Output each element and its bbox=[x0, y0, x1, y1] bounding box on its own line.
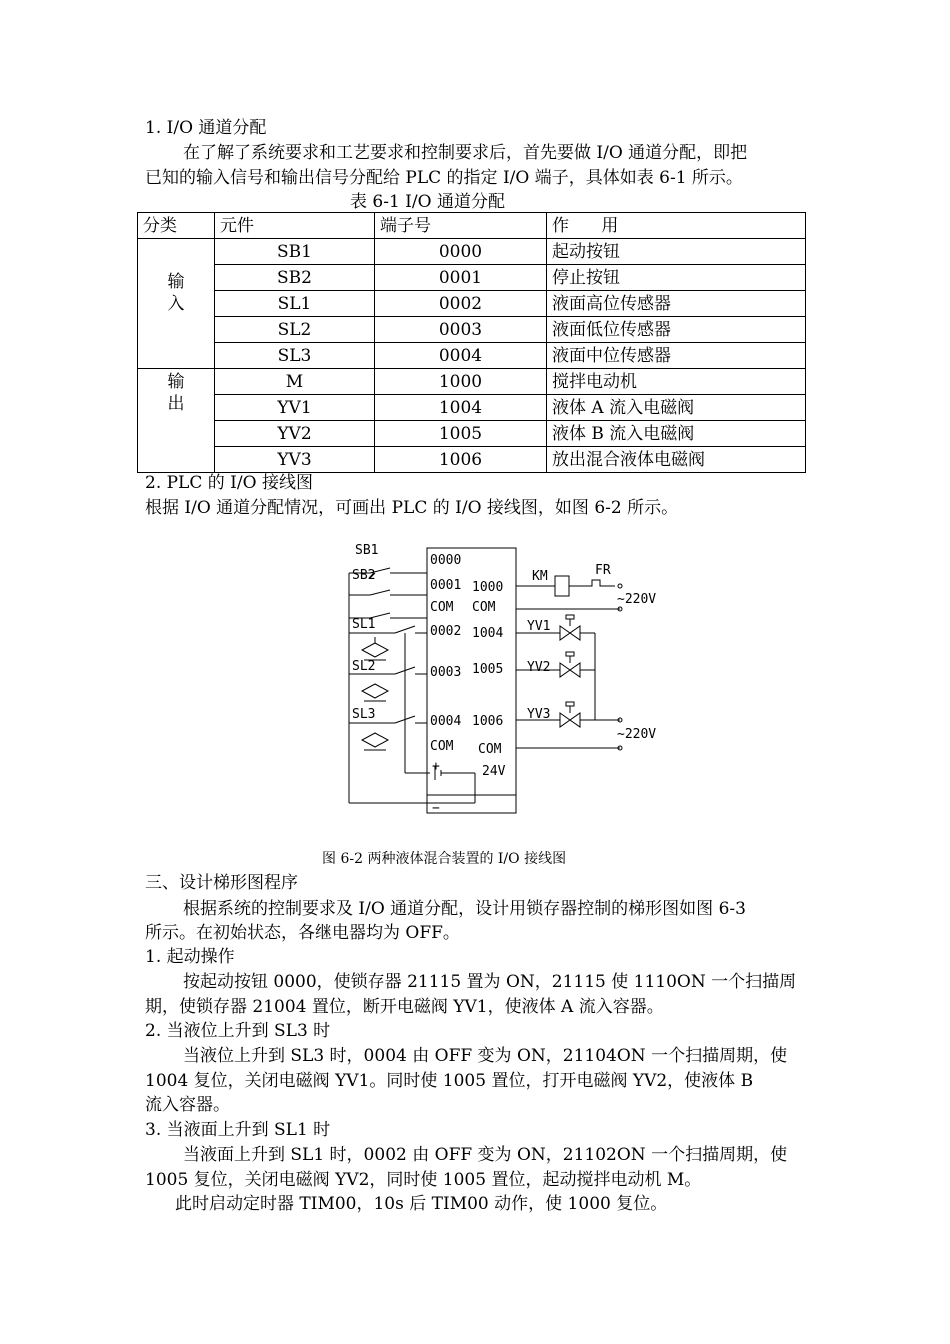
sub1-heading: 1. 起动操作 bbox=[145, 947, 235, 967]
cell-function: 液面低位传感器 bbox=[547, 317, 806, 343]
cell-element: M bbox=[215, 369, 375, 395]
io-table bbox=[137, 212, 806, 473]
para7: 此时启动定时器 TIM00，10s 后 TIM00 动作，使 1000 复位。 bbox=[175, 1194, 668, 1214]
yv2-valve-icon bbox=[560, 663, 580, 677]
yv1-valve-icon bbox=[560, 626, 580, 640]
label-sl1: SL1 bbox=[352, 617, 376, 632]
sec3-heading: 三、设计梯形图程序 bbox=[145, 873, 298, 893]
table-row bbox=[138, 239, 806, 265]
para3-line1: 根据系统的控制要求及 I/O 通道分配，设计用锁存器控制的梯形图如图 6-3 bbox=[183, 899, 746, 919]
label-yv1: YV1 bbox=[527, 619, 551, 634]
terminal-0001: 0001 bbox=[430, 578, 462, 593]
table-caption: 表 6-1 I/O 通道分配 bbox=[350, 192, 505, 212]
terminal-0003: 0003 bbox=[430, 665, 462, 680]
figure-caption: 图 6-2 两种液体混合装置的 I/O 接线图 bbox=[322, 851, 567, 867]
io-wiring-diagram bbox=[340, 538, 680, 818]
header-terminal: 端子号 bbox=[375, 213, 547, 239]
terminal-com-in1: COM bbox=[430, 600, 454, 615]
cell-function: 液面高位传感器 bbox=[547, 291, 806, 317]
cell-terminal: 1000 bbox=[375, 369, 547, 395]
label-sl3: SL3 bbox=[352, 707, 376, 722]
yv3-valve-icon bbox=[560, 713, 580, 727]
para6-line2: 1005 复位，关闭电磁阀 YV2，同时使 1005 置位，起动搅拌电动机 M。 bbox=[145, 1170, 702, 1190]
cell-function: 液面中位传感器 bbox=[547, 343, 806, 369]
cell-terminal: 1005 bbox=[375, 421, 547, 447]
fr-contact-icon bbox=[585, 580, 615, 586]
sensor-sl3-icon bbox=[362, 733, 388, 747]
terminal-1004: 1004 bbox=[472, 626, 504, 641]
table-header-row bbox=[138, 213, 806, 239]
group-output bbox=[138, 369, 215, 473]
table-row bbox=[138, 421, 806, 447]
cell-terminal: 0000 bbox=[375, 239, 547, 265]
label-yv3: YV3 bbox=[527, 707, 551, 722]
table-row bbox=[138, 265, 806, 291]
para6-line1: 当液面上升到 SL1 时，0002 由 OFF 变为 ON，21102ON 一个扫描周期，使 bbox=[183, 1145, 788, 1165]
para3-line2: 所示。在初始状态，各继电器均为 OFF。 bbox=[145, 923, 460, 943]
table-row bbox=[138, 395, 806, 421]
cell-terminal: 1004 bbox=[375, 395, 547, 421]
cell-function: 停止按钮 bbox=[547, 265, 806, 291]
label-plus: + bbox=[432, 759, 440, 774]
terminal-com-out2: COM bbox=[478, 742, 502, 757]
cell-terminal: 1006 bbox=[375, 447, 547, 473]
label-sl2: SL2 bbox=[352, 659, 376, 674]
terminal-com-in2: COM bbox=[430, 739, 454, 754]
terminal-0004: 0004 bbox=[430, 714, 462, 729]
cell-element: YV3 bbox=[215, 447, 375, 473]
cell-function: 起动按钮 bbox=[547, 239, 806, 265]
km-coil-icon bbox=[555, 576, 569, 596]
para5-line1: 当液位上升到 SL3 时，0004 由 OFF 变为 ON，21104ON 一个扫描周期，使 bbox=[183, 1046, 788, 1066]
label-fr: FR bbox=[595, 563, 611, 578]
label-sb1: SB1 bbox=[355, 543, 379, 558]
sensor-sl2-icon bbox=[362, 684, 388, 698]
para4-line2: 期，使锁存器 21004 置位，断开电磁阀 YV1，使液体 A 流入容器。 bbox=[145, 997, 664, 1017]
cell-terminal: 0004 bbox=[375, 343, 547, 369]
table-row bbox=[138, 317, 806, 343]
para1-line1: 在了解了系统要求和工艺要求和控制要求后，首先要做 I/O 通道分配，即把 bbox=[183, 143, 748, 163]
label-220v-top: ~220V bbox=[617, 592, 657, 607]
table-row bbox=[138, 343, 806, 369]
sec2-heading: 2. PLC 的 I/O 接线图 bbox=[145, 473, 313, 493]
label-km: KM bbox=[532, 569, 548, 584]
cell-terminal: 0003 bbox=[375, 317, 547, 343]
cell-element: YV1 bbox=[215, 395, 375, 421]
group-input-label: 输入 bbox=[167, 271, 185, 314]
cell-function: 放出混合液体电磁阀 bbox=[547, 447, 806, 473]
para5-line2: 1004 复位，关闭电磁阀 YV1。同时使 1005 置位，打开电磁阀 YV2，使液体 B bbox=[145, 1071, 754, 1091]
sec1-heading: 1. I/O 通道分配 bbox=[145, 118, 267, 138]
cell-element: SL1 bbox=[215, 291, 375, 317]
cell-element: SL2 bbox=[215, 317, 375, 343]
terminal-com-out1: COM bbox=[472, 600, 496, 615]
header-element: 元件 bbox=[215, 213, 375, 239]
label-220v-bottom: ~220V bbox=[617, 727, 657, 742]
cell-function: 搅拌电动机 bbox=[547, 369, 806, 395]
label-yv2: YV2 bbox=[527, 660, 551, 675]
sensor-sl1-icon bbox=[362, 643, 388, 657]
table-row bbox=[138, 291, 806, 317]
para2: 根据 I/O 通道分配情况，可画出 PLC 的 I/O 接线图，如图 6-2 所示。 bbox=[145, 498, 679, 518]
header-category: 分类 bbox=[138, 213, 215, 239]
label-minus: − bbox=[432, 801, 440, 816]
sub2-heading: 2. 当液位上升到 SL3 时 bbox=[145, 1021, 331, 1041]
sub3-heading: 3. 当液面上升到 SL1 时 bbox=[145, 1120, 331, 1140]
table-row bbox=[138, 447, 806, 473]
terminal-1006: 1006 bbox=[472, 714, 504, 729]
cell-element: SB2 bbox=[215, 265, 375, 291]
cell-terminal: 0001 bbox=[375, 265, 547, 291]
para4-line1: 按起动按钮 0000，使锁存器 21115 置为 ON，21115 使 1110ON 一个扫描周 bbox=[183, 972, 797, 992]
cell-element: SL3 bbox=[215, 343, 375, 369]
terminal-0000: 0000 bbox=[430, 553, 462, 568]
label-sb2: SB2 bbox=[352, 568, 376, 583]
group-output-label: 输出 bbox=[167, 372, 185, 414]
terminal-1000: 1000 bbox=[472, 580, 504, 595]
para1-line2: 已知的输入信号和输出信号分配给 PLC 的指定 I/O 端子，具体如表 6-1 所示。 bbox=[145, 168, 743, 188]
group-input bbox=[138, 239, 215, 369]
terminal-1005: 1005 bbox=[472, 662, 504, 677]
cell-element: SB1 bbox=[215, 239, 375, 265]
header-function: 作 用 bbox=[547, 213, 806, 239]
cell-element: YV2 bbox=[215, 421, 375, 447]
cell-function: 液体 A 流入电磁阀 bbox=[547, 395, 806, 421]
cell-function: 液体 B 流入电磁阀 bbox=[547, 421, 806, 447]
label-24v: 24V bbox=[482, 764, 506, 779]
terminal-0002: 0002 bbox=[430, 624, 462, 639]
cell-terminal: 0002 bbox=[375, 291, 547, 317]
para5-line3: 流入容器。 bbox=[145, 1095, 230, 1115]
table-row bbox=[138, 369, 806, 395]
